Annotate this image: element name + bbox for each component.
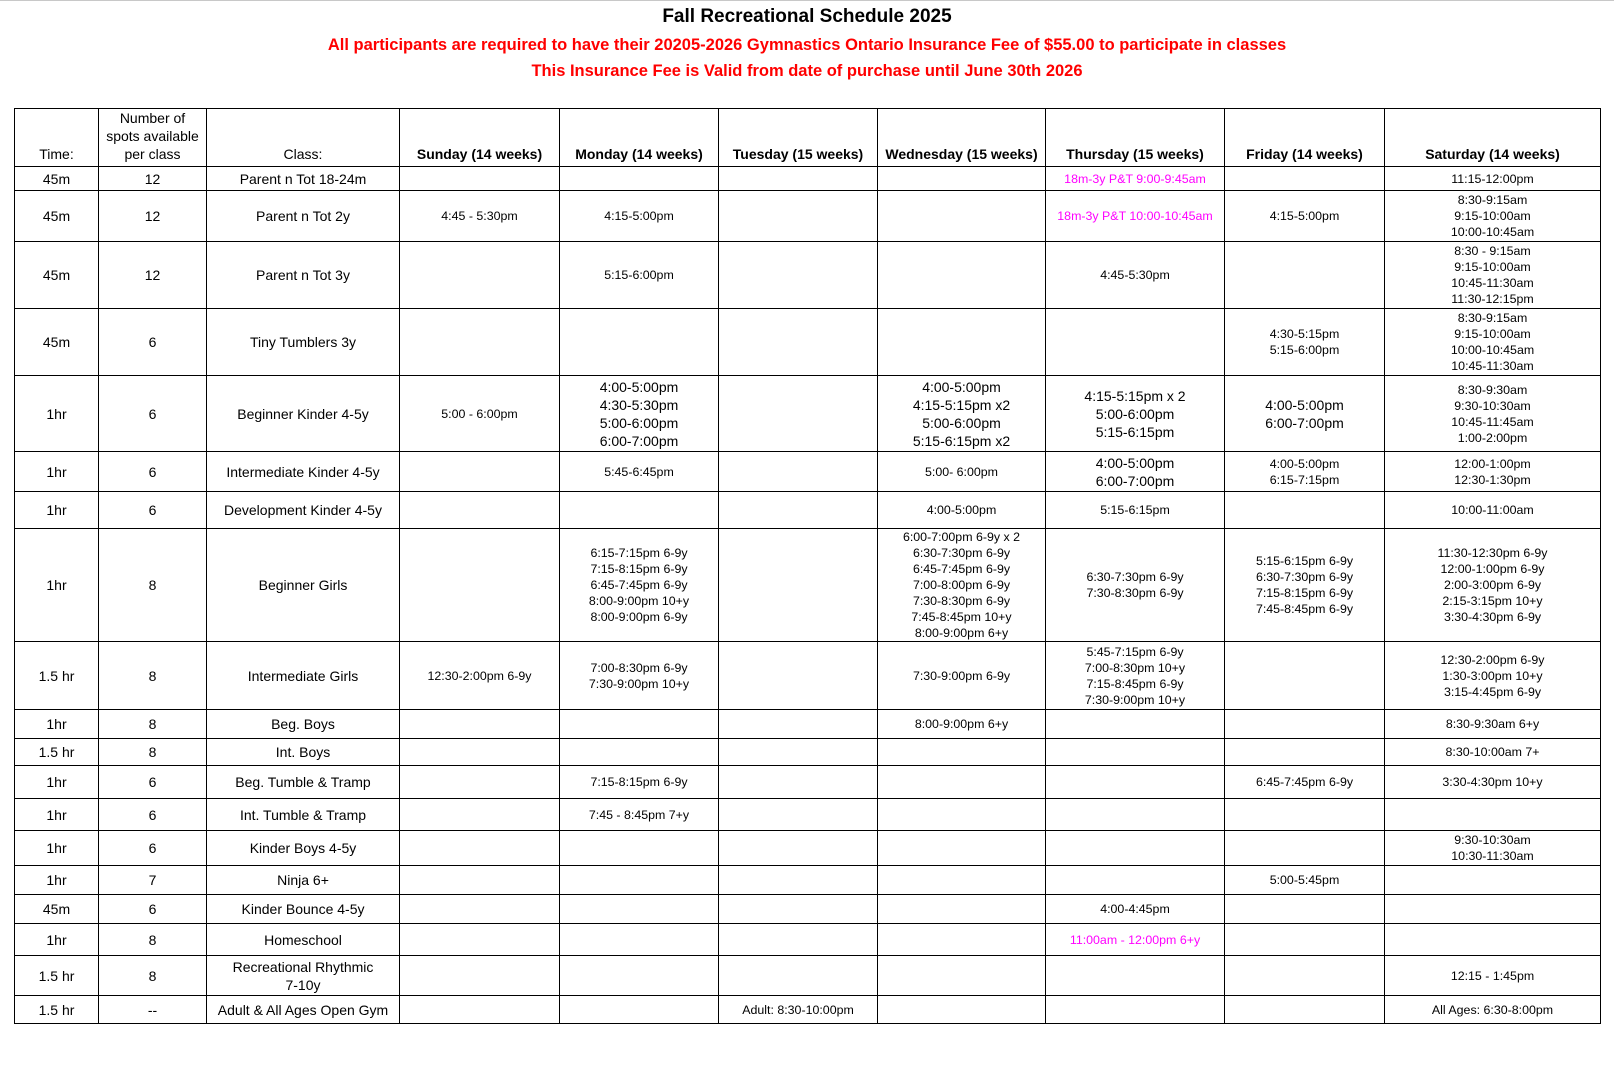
table-row: [15, 956, 1601, 996]
class-name-cell: Kinder Bounce 4-5y: [207, 895, 400, 924]
table-row: [15, 452, 1601, 492]
tuesday-cell: [719, 167, 878, 191]
friday-cell: [1225, 167, 1385, 191]
table-row: [15, 309, 1601, 376]
saturday-cell: [1385, 799, 1601, 831]
tuesday-cell: [719, 642, 878, 710]
wednesday-cell: 8:00-9:00pm 6+y: [878, 710, 1046, 739]
spots-cell: 6: [99, 766, 207, 799]
monday-cell: [560, 710, 719, 739]
class-name-cell: Intermediate Kinder 4-5y: [207, 452, 400, 492]
thursday-cell: [1046, 866, 1225, 895]
tuesday-cell: [719, 492, 878, 529]
monday-cell: 5:15-6:00pm: [560, 242, 719, 309]
table-row: [15, 376, 1601, 452]
spots-cell: 12: [99, 242, 207, 309]
table-row: [15, 924, 1601, 956]
sunday-cell: [400, 866, 560, 895]
friday-cell: 6:45-7:45pm 6-9y: [1225, 766, 1385, 799]
time-cell: 45m: [15, 242, 99, 309]
monday-cell: [560, 831, 719, 866]
wednesday-cell: [878, 191, 1046, 242]
time-cell: 1hr: [15, 376, 99, 452]
saturday-cell: 11:30-12:30pm 6-9y 12:00-1:00pm 6-9y 2:00-3:00pm 6-9y 2:15-3:15pm 10+y 3:30-4:30pm 6-9y: [1385, 529, 1601, 642]
time-cell: 1hr: [15, 710, 99, 739]
tuesday-cell: [719, 309, 878, 376]
tuesday-cell: [719, 191, 878, 242]
table-row: [15, 167, 1601, 191]
time-cell: 1hr: [15, 866, 99, 895]
spots-cell: 8: [99, 529, 207, 642]
sunday-cell: [400, 895, 560, 924]
schedule-title: Fall Recreational Schedule 2025: [662, 6, 952, 27]
table-row: [15, 739, 1601, 766]
table-row: [15, 831, 1601, 866]
sunday-cell: 5:00 - 6:00pm: [400, 376, 560, 452]
tuesday-cell: [719, 799, 878, 831]
sunday-cell: [400, 831, 560, 866]
sunday-cell: [400, 924, 560, 956]
header-friday: Friday (14 weeks): [1225, 109, 1385, 167]
time-cell: 1hr: [15, 452, 99, 492]
thursday-cell: 5:45-7:15pm 6-9y 7:00-8:30pm 10+y 7:15-8:45pm 6-9y 7:30-9:00pm 10+y: [1046, 642, 1225, 710]
thursday-cell: [1046, 956, 1225, 996]
saturday-cell: 11:15-12:00pm: [1385, 167, 1601, 191]
header-wednesday: Wednesday (15 weeks): [878, 109, 1046, 167]
spots-cell: 6: [99, 376, 207, 452]
saturday-cell: [1385, 924, 1601, 956]
tuesday-cell: [719, 866, 878, 895]
class-name-cell: Intermediate Girls: [207, 642, 400, 710]
thursday-cell: 5:15-6:15pm: [1046, 492, 1225, 529]
class-name-cell: Beg. Tumble & Tramp: [207, 766, 400, 799]
saturday-cell: 8:30-10:00am 7+: [1385, 739, 1601, 766]
thursday-cell: 4:00-5:00pm 6:00-7:00pm: [1046, 452, 1225, 492]
class-name-cell: Beg. Boys: [207, 710, 400, 739]
table-row: [15, 529, 1601, 642]
friday-cell: [1225, 492, 1385, 529]
sunday-cell: [400, 529, 560, 642]
monday-cell: 7:00-8:30pm 6-9y 7:30-9:00pm 10+y: [560, 642, 719, 710]
class-name-cell: Recreational Rhythmic 7-10y: [207, 956, 400, 996]
wednesday-cell: [878, 799, 1046, 831]
table-row: [15, 895, 1601, 924]
saturday-cell: 8:30-9:15am 9:15-10:00am 10:00-10:45am: [1385, 191, 1601, 242]
wednesday-cell: 7:30-9:00pm 6-9y: [878, 642, 1046, 710]
wednesday-cell: 6:00-7:00pm 6-9y x 2 6:30-7:30pm 6-9y 6:45-7:45pm 6-9y 7:00-8:00pm 6-9y 7:30-8:30pm 6-9y 7:45-8:45pm 10+y 8:00-9:00pm 6+y: [878, 529, 1046, 642]
saturday-cell: [1385, 895, 1601, 924]
monday-cell: [560, 309, 719, 376]
time-cell: 45m: [15, 191, 99, 242]
saturday-cell: 9:30-10:30am 10:30-11:30am: [1385, 831, 1601, 866]
class-name-cell: Parent n Tot 2y: [207, 191, 400, 242]
wednesday-cell: [878, 739, 1046, 766]
header-class: Class:: [207, 109, 400, 167]
time-cell: 45m: [15, 895, 99, 924]
thursday-cell: 6:30-7:30pm 6-9y 7:30-8:30pm 6-9y: [1046, 529, 1225, 642]
spots-cell: 8: [99, 739, 207, 766]
header-time: Time:: [15, 109, 99, 167]
wednesday-cell: [878, 895, 1046, 924]
class-name-cell: Beginner Kinder 4-5y: [207, 376, 400, 452]
time-cell: 45m: [15, 167, 99, 191]
class-name-cell: Development Kinder 4-5y: [207, 492, 400, 529]
wednesday-cell: [878, 866, 1046, 895]
spots-cell: 8: [99, 710, 207, 739]
tuesday-cell: [719, 831, 878, 866]
saturday-cell: 12:00-1:00pm 12:30-1:30pm: [1385, 452, 1601, 492]
friday-cell: [1225, 642, 1385, 710]
monday-cell: 4:00-5:00pm 4:30-5:30pm 5:00-6:00pm 6:00-7:00pm: [560, 376, 719, 452]
thursday-cell: [1046, 766, 1225, 799]
saturday-cell: 8:30-9:30am 9:30-10:30am 10:45-11:45am 1:00-2:00pm: [1385, 376, 1601, 452]
spots-cell: 6: [99, 895, 207, 924]
table-row: [15, 242, 1601, 309]
sunday-cell: [400, 452, 560, 492]
table-row: [15, 996, 1601, 1024]
friday-cell: 4:00-5:00pm 6:00-7:00pm: [1225, 376, 1385, 452]
table-row: [15, 492, 1601, 529]
sunday-cell: [400, 309, 560, 376]
saturday-cell: 12:15 - 1:45pm: [1385, 956, 1601, 996]
class-name-cell: Tiny Tumblers 3y: [207, 309, 400, 376]
tuesday-cell: [719, 956, 878, 996]
wednesday-cell: [878, 956, 1046, 996]
tuesday-cell: [719, 895, 878, 924]
thursday-cell: [1046, 739, 1225, 766]
wednesday-cell: [878, 167, 1046, 191]
saturday-cell: All Ages: 6:30-8:00pm: [1385, 996, 1601, 1024]
class-name-cell: Beginner Girls: [207, 529, 400, 642]
tuesday-cell: [719, 924, 878, 956]
saturday-cell: [1385, 866, 1601, 895]
time-cell: 1hr: [15, 799, 99, 831]
saturday-cell: 8:30 - 9:15am 9:15-10:00am 10:45-11:30am 11:30-12:15pm: [1385, 242, 1601, 309]
monday-cell: 5:45-6:45pm: [560, 452, 719, 492]
friday-cell: [1225, 242, 1385, 309]
monday-cell: [560, 895, 719, 924]
thursday-cell: 4:15-5:15pm x 2 5:00-6:00pm 5:15-6:15pm: [1046, 376, 1225, 452]
sunday-cell: [400, 956, 560, 996]
friday-cell: [1225, 996, 1385, 1024]
time-cell: 1.5 hr: [15, 739, 99, 766]
schedule-body: [15, 109, 1601, 1024]
class-name-cell: Adult & All Ages Open Gym: [207, 996, 400, 1024]
friday-cell: 4:00-5:00pm 6:15-7:15pm: [1225, 452, 1385, 492]
time-cell: 1hr: [15, 766, 99, 799]
saturday-cell: 8:30-9:30am 6+y: [1385, 710, 1601, 739]
sunday-cell: [400, 996, 560, 1024]
monday-cell: [560, 956, 719, 996]
spots-cell: 8: [99, 924, 207, 956]
table-row: [15, 866, 1601, 895]
saturday-cell: 12:30-2:00pm 6-9y 1:30-3:00pm 10+y 3:15-4:45pm 6-9y: [1385, 642, 1601, 710]
wednesday-cell: 4:00-5:00pm 4:15-5:15pm x2 5:00-6:00pm 5:15-6:15pm x2: [878, 376, 1046, 452]
time-cell: 1.5 hr: [15, 996, 99, 1024]
thursday-cell: [1046, 710, 1225, 739]
header-spots: Number of spots available per class: [99, 109, 207, 167]
insurance-validity-notice: This Insurance Fee is Valid from date of purchase until June 30th 2026: [531, 62, 1083, 80]
time-cell: 1.5 hr: [15, 642, 99, 710]
thursday-cell: [1046, 831, 1225, 866]
friday-cell: [1225, 895, 1385, 924]
time-cell: 1.5 hr: [15, 956, 99, 996]
thursday-cell: 18m-3y P&T 10:00-10:45am: [1046, 191, 1225, 242]
friday-cell: 4:15-5:00pm: [1225, 191, 1385, 242]
time-cell: 1hr: [15, 924, 99, 956]
class-name-cell: Parent n Tot 3y: [207, 242, 400, 309]
sunday-cell: [400, 492, 560, 529]
sunday-cell: [400, 167, 560, 191]
header-thursday: Thursday (15 weeks): [1046, 109, 1225, 167]
time-cell: 1hr: [15, 492, 99, 529]
table-row: [15, 710, 1601, 739]
friday-cell: [1225, 710, 1385, 739]
table-row: [15, 642, 1601, 710]
saturday-cell: 3:30-4:30pm 10+y: [1385, 766, 1601, 799]
wednesday-cell: [878, 242, 1046, 309]
thursday-cell: [1046, 309, 1225, 376]
header-sunday: Sunday (14 weeks): [400, 109, 560, 167]
tuesday-cell: [719, 529, 878, 642]
tuesday-cell: [719, 766, 878, 799]
sunday-cell: [400, 710, 560, 739]
thursday-cell: [1046, 799, 1225, 831]
wednesday-cell: [878, 831, 1046, 866]
tuesday-cell: Adult: 8:30-10:00pm: [719, 996, 878, 1024]
friday-cell: [1225, 799, 1385, 831]
class-name-cell: Parent n Tot 18-24m: [207, 167, 400, 191]
header-row: [15, 109, 1601, 167]
monday-cell: [560, 167, 719, 191]
tuesday-cell: [719, 739, 878, 766]
table-row: [15, 799, 1601, 831]
wednesday-cell: 4:00-5:00pm: [878, 492, 1046, 529]
header-saturday: Saturday (14 weeks): [1385, 109, 1601, 167]
monday-cell: [560, 492, 719, 529]
spots-cell: 6: [99, 799, 207, 831]
thursday-cell: 18m-3y P&T 9:00-9:45am: [1046, 167, 1225, 191]
monday-cell: 7:15-8:15pm 6-9y: [560, 766, 719, 799]
spots-cell: --: [99, 996, 207, 1024]
wednesday-cell: 5:00- 6:00pm: [878, 452, 1046, 492]
class-name-cell: Int. Boys: [207, 739, 400, 766]
class-name-cell: Kinder Boys 4-5y: [207, 831, 400, 866]
wednesday-cell: [878, 309, 1046, 376]
spots-cell: 12: [99, 191, 207, 242]
table-row: [15, 191, 1601, 242]
wednesday-cell: [878, 924, 1046, 956]
wednesday-cell: [878, 996, 1046, 1024]
spots-cell: 6: [99, 492, 207, 529]
monday-cell: [560, 996, 719, 1024]
monday-cell: [560, 739, 719, 766]
sunday-cell: [400, 766, 560, 799]
friday-cell: [1225, 831, 1385, 866]
spots-cell: 7: [99, 866, 207, 895]
spots-cell: 6: [99, 309, 207, 376]
thursday-cell: 11:00am - 12:00pm 6+y: [1046, 924, 1225, 956]
saturday-cell: 10:00-11:00am: [1385, 492, 1601, 529]
monday-cell: 4:15-5:00pm: [560, 191, 719, 242]
monday-cell: [560, 866, 719, 895]
top-divider: [0, 0, 1614, 1]
friday-cell: [1225, 739, 1385, 766]
time-cell: 1hr: [15, 529, 99, 642]
tuesday-cell: [719, 710, 878, 739]
friday-cell: [1225, 956, 1385, 996]
monday-cell: [560, 924, 719, 956]
monday-cell: 7:45 - 8:45pm 7+y: [560, 799, 719, 831]
spots-cell: 12: [99, 167, 207, 191]
spots-cell: 6: [99, 831, 207, 866]
sunday-cell: 4:45 - 5:30pm: [400, 191, 560, 242]
saturday-cell: 8:30-9:15am 9:15-10:00am 10:00-10:45am 10:45-11:30am: [1385, 309, 1601, 376]
spots-cell: 6: [99, 452, 207, 492]
thursday-cell: 4:45-5:30pm: [1046, 242, 1225, 309]
header-tuesday: Tuesday (15 weeks): [719, 109, 878, 167]
insurance-notice: All participants are required to have their 20205-2026 Gymnastics Ontario Insurance Fee of $55.00 to participate in classes: [327, 36, 1287, 54]
spots-cell: 8: [99, 956, 207, 996]
spots-cell: 8: [99, 642, 207, 710]
class-name-cell: Ninja 6+: [207, 866, 400, 895]
tuesday-cell: [719, 242, 878, 309]
friday-cell: 5:15-6:15pm 6-9y 6:30-7:30pm 6-9y 7:15-8:15pm 6-9y 7:45-8:45pm 6-9y: [1225, 529, 1385, 642]
sunday-cell: [400, 242, 560, 309]
tuesday-cell: [719, 376, 878, 452]
time-cell: 45m: [15, 309, 99, 376]
time-cell: 1hr: [15, 831, 99, 866]
header-monday: Monday (14 weeks): [560, 109, 719, 167]
class-name-cell: Int. Tumble & Tramp: [207, 799, 400, 831]
monday-cell: 6:15-7:15pm 6-9y 7:15-8:15pm 6-9y 6:45-7:45pm 6-9y 8:00-9:00pm 10+y 8:00-9:00pm 6-9y: [560, 529, 719, 642]
schedule-table: [14, 108, 1601, 1024]
table-row: [15, 766, 1601, 799]
tuesday-cell: [719, 452, 878, 492]
sunday-cell: 12:30-2:00pm 6-9y: [400, 642, 560, 710]
thursday-cell: 4:00-4:45pm: [1046, 895, 1225, 924]
thursday-cell: [1046, 996, 1225, 1024]
sunday-cell: [400, 739, 560, 766]
sunday-cell: [400, 799, 560, 831]
friday-cell: 5:00-5:45pm: [1225, 866, 1385, 895]
friday-cell: 4:30-5:15pm 5:15-6:00pm: [1225, 309, 1385, 376]
class-name-cell: Homeschool: [207, 924, 400, 956]
friday-cell: [1225, 924, 1385, 956]
wednesday-cell: [878, 766, 1046, 799]
